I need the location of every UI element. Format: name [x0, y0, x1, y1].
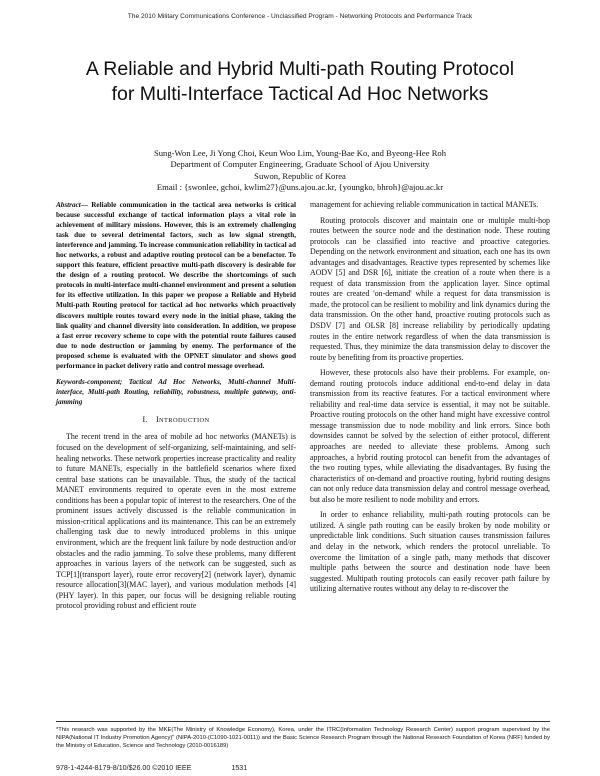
title-line-1: A Reliable and Hybrid Multi-path Routing Protocol	[85, 58, 515, 80]
author-email: Email : {swonlee, gchoi, kwlim27}@uns.ajou.ac.kr, {youngko, bhroh}@ajou.ac.kr	[156, 182, 444, 193]
author-names: Sung-Won Lee, Ji Yong Choi, Keun Woo Lim, Young-Bae Ko, and Byeong-Hee Roh	[153, 148, 447, 158]
section-title-first: I	[156, 414, 159, 424]
author-block	[40, 148, 560, 194]
author-affiliation: Department of Computer Engineering, Graduate School of Ajou University	[170, 159, 430, 170]
keywords	[56, 377, 296, 407]
abstract	[56, 200, 296, 371]
left-column	[56, 200, 296, 617]
body-paragraph: In order to enhance reliability, multi-path routing protocols can be utilized. A single path routing can be easily broken by node mobility or unpredictable link conditions. Such situation causes transmission failures and delay in the network, which renders the protocol unreliable. To overcome the limitation of a single path, many methods that discover multiple paths between the source and destination node have been suggested. Multipath routing protocols can easily recover path failure by utilizing alternative routes without any delay to re-discover the	[310, 510, 550, 594]
body-paragraph: management for achieving reliable communication in tactical MANETs.	[310, 200, 539, 209]
body-paragraph: Routing protocols discover and maintain one or multiple multi-hop routes between the source node and the destination node. These routing protocols can be classified into reactive and proactive categories. Depending on the network environment and situation, each one has its own advantages and disadvantages. Reactive types represented by schemes like AODV [5] and DSR [6], initiate the creation of a route when there is a request of data transmission from the application layer. Since optimal routes are created 'on-demand' while a request for data transmission is made, the protocol can be resilient to mobility and link dynamics during the data transmission. On the other hand, proactive routing protocols such as DSDV [7] and OLSR [8] increase reliability by periodically updating routes in the entire network regardless of when the data transmission is requested. Thus, they minimize the data transmission delay to discover the route by benefiting from its proactive properties.	[310, 215, 550, 362]
right-column	[310, 200, 550, 600]
conference-header: The 2010 Military Communications Conference - Unclassified Program - Networking Protocols and Performance Track	[127, 13, 473, 20]
section-heading-introduction	[56, 415, 296, 427]
keywords-label: Keywords-component;	[56, 377, 123, 386]
page-footer	[56, 764, 247, 772]
body-paragraph: The recent trend in the area of mobile ad hoc networks (MANETs) is focused on the development of self-organizing, self-maintaining, and self-healing networks. These network properties increase practicality and reality to future MANETs, especially in the battlefield scenarios where fixed central base stations can be unavailable. Thus, the study of the tactical MANET environments required to operate even in the most extreme conditions has been a popular topic of interest to the researchers. One of the prominent issues actively discussed is the reliable communication in mission-critical applications and its maintenance. This can be an extremely challenging task due to newly introduced problems in this unique environment, which are the frequent link failure by node destruction and/or obstacles and the radio jamming. To solve these problems, many different approaches in various layers of the network can be suggested, such as TCP[1](transport layer), route error recovery[2] (network layer), dynamic resource allocation[3](MAC layer), and various modulation methods [4](PHY layer). In this paper, our focus will be designing reliable routing protocol providing robust and efficient route	[56, 432, 296, 611]
page-title	[30, 57, 570, 107]
page-number: 1531	[231, 764, 248, 772]
footnote-divider	[56, 721, 550, 722]
keywords-text: Tactical Ad Hoc Networks, Multi-channel Multi-interface, Multi-path Routing, reliability, robustness, multiple gateway, anti-jamming	[56, 377, 296, 406]
title-line-2: for Multi-Interface Tactical Ad Hoc Networks	[111, 83, 489, 105]
isbn-copyright: 978-1-4244-8179-8/10/$26.00 ©2010 IEEE	[56, 764, 192, 772]
funding-footnote: *This research was supported by the MKE(The Ministry of Knowledge Economy), Korea, under the ITRC(Information Technology Research Center) support program supervised by the NIPA(National IT Industry Promotion Agency)" (NIPA-2010-(C1090-1021-0011)) and the Basic Science Research Program through the National Research Foundation of Korea (NRF) funded by the Ministry of Education, Science and Technology (2010-0016189)	[56, 727, 550, 750]
abstract-label: Abstract	[56, 201, 81, 209]
section-title-rest: NTRODUCTION	[158, 416, 210, 424]
body-paragraph: However, these protocols also have their problems. For example, on-demand routing protocols induce additional end-to-end delay in data transmission from its reactive features. For a tactical environment where reliability and real-time data service is essential, it may not be suitable. Proactive routing protocols on the other hand might have excessive control message transmission due to node mobility and link errors. Since both downsides cannot be solved by the selection of either protocol, different approaches are needed to alleviate these problems. Among such approaches, a hybrid routing protocol can benefit from the advantages of the two routing types, while alleviating the disadvantages. By fusing the characteristics of on-demand and proactive routing, hybrid routing designs can not only reduce data transmission delay and control message overhead, but also be more resilient to node mobility and errors.	[310, 368, 550, 504]
author-location: Suwon, Republic of Korea	[254, 170, 346, 181]
abstract-text: — Reliable communication in the tactical area networks is critical because successful exchange of tactical information plays a vital role in achievement of military missions. However, this is an extremely challenging task due to several detrimental factors, such as low signal strength, interference and jamming. To increase communication reliability in tactical ad hoc networks, a robust and adaptive routing protocol can be a benefactor. To support this feature, efficient proactive multi-path discovery is desirable for the design of a routing protocol. We describe the shortcomings of such protocols in multi-interface multi-channel environment and present a solution for its effective utilization. In this paper we propose a Reliable and Hybrid Multi-path Routing protocol for tactical ad hoc networks which proactively discovers multiple routes toward every node in the initial phase, taking the link quality and channel diversity into consideration. In addition, we propose a fast error recovery scheme to cope with the potential route failures caused due to node destruction or jamming by enemy. The performance of the proposed scheme is evaluated with the OPNET simulator and shows good performance in packet delivery ratio and control message overhead.	[56, 201, 296, 370]
section-number: I.	[142, 414, 148, 424]
